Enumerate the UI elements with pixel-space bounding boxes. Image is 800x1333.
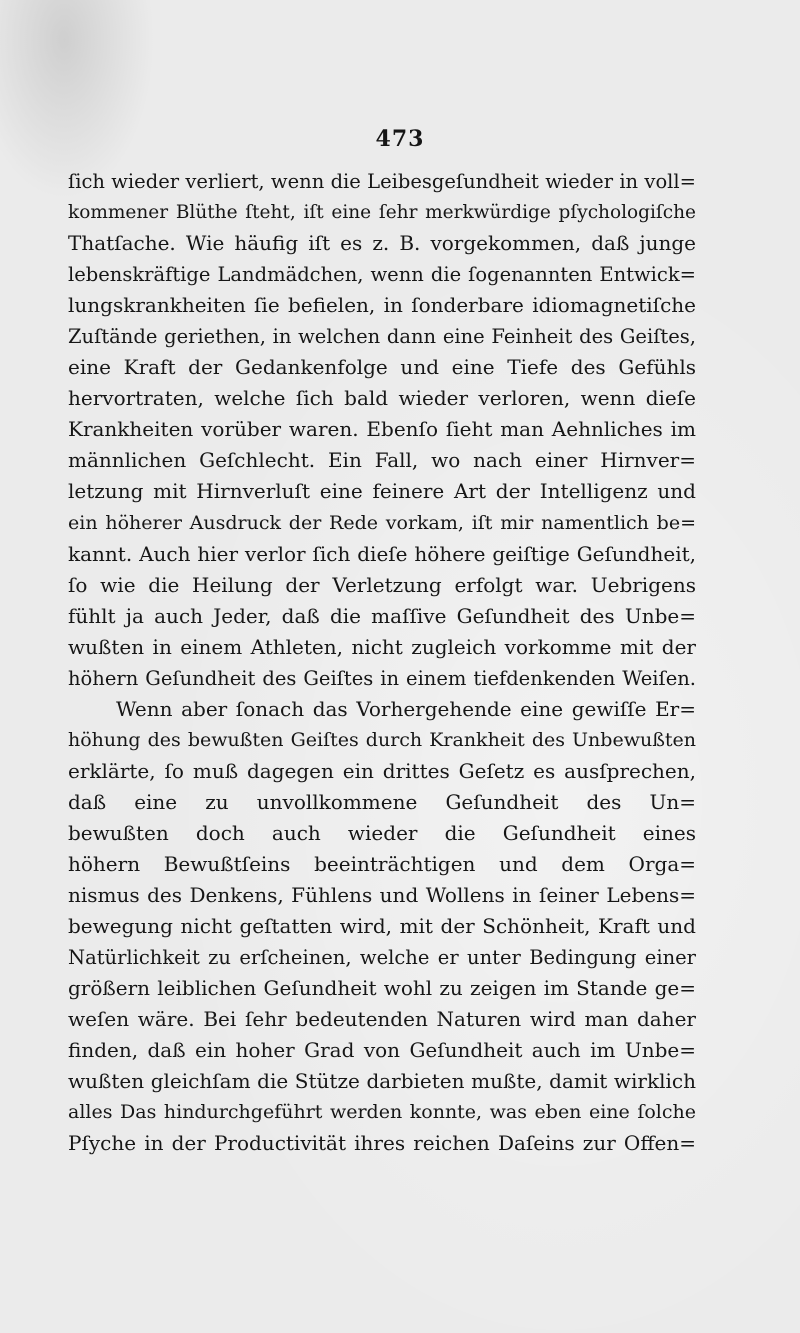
text-line: höhern Geſundheit des Geiſtes in einem tiefdenkenden Weiſen. [68, 666, 696, 690]
text-line: ein höherer Ausdruck der Rede vorkam, iſt mir namentlich be= [68, 511, 696, 534]
text-line: bewußten doch auch wieder die Geſundheit eines [68, 820, 696, 845]
text-line: Wenn aber ſonach das Vorhergehende eine gewiſſe Er= [116, 696, 696, 721]
text-line: Thatſache. Wie häufig iſt es z. B. vorgekommen, daß junge [68, 231, 696, 256]
text-line: wußten in einem Athleten, nicht zugleich vorkomme mit der [68, 634, 696, 659]
text-line: letzung mit Hirnverluſt eine feinere Art der Intelligenz und [68, 479, 696, 504]
text-line: lungskrankheiten ſie befielen, in ſonderbare idiomagnetiſche [68, 293, 696, 318]
text-line: hervortraten, welche ſich bald wieder verloren, wenn dieſe [68, 386, 696, 411]
text-line: Pſyche in der Productivität ihres reichen Daſeins zur Offen= [68, 1131, 696, 1156]
text-line: alles Das hindurchgeführt werden konnte, was eben eine ſolche [68, 1101, 696, 1124]
text-line: bewegung nicht geſtatten wird, mit der Schönheit, Kraft und [68, 914, 696, 939]
text-line: eine Kraft der Gedankenfolge und eine Tiefe des Gefühls [68, 355, 696, 380]
text-line: finden, daß ein hoher Grad von Geſundheit auch im Unbe= [68, 1038, 696, 1063]
body-text [68, 166, 696, 1160]
text-line: männlichen Geſchlecht. Ein Fall, wo nach einer Hirnver= [68, 448, 696, 473]
text-line: weſen wäre. Bei ſehr bedeutenden Naturen wird man daher [68, 1007, 696, 1032]
text-line: höhern Bewußtſeins beeinträchtigen und dem Orga= [68, 852, 696, 877]
text-line: wußten gleichſam die Stütze darbieten mußte, damit wirklich [68, 1069, 696, 1094]
text-line: erklärte, ſo muß dagegen ein drittes Geſetz es ausſprechen, [68, 758, 696, 783]
text-line: Zuſtände geriethen, in welchen dann eine Feinheit des Geiſtes, [68, 325, 696, 349]
text-line: daß eine zu unvollkommene Geſundheit des Un= [68, 789, 696, 814]
text-line: kannt. Auch hier verlor ſich dieſe höhere geiſtige Geſundheit, [68, 541, 696, 566]
text-line: ſich wieder verliert, wenn die Leibesgeſundheit wieder in voll= [68, 170, 696, 193]
text-line: kommener Blüthe ſteht, iſt eine ſehr merkwürdige pſychologiſche [68, 202, 696, 224]
text-line: Krankheiten vorüber waren. Ebenſo ſieht man Aehnliches im [68, 417, 696, 442]
text-line: ſo wie die Heilung der Verletzung erfolgt war. Uebrigens [68, 572, 696, 597]
text-line: fühlt ja auch Jeder, daß die maſſive Geſundheit des Unbe= [68, 603, 696, 628]
text-line: lebenskräftige Landmädchen, wenn die ſogenannten Entwick= [68, 263, 696, 287]
page-number: 473 [375, 126, 425, 152]
text-line: Natürlichkeit zu erſcheinen, welche er unter Bedingung einer [68, 946, 696, 970]
text-line: größern leiblichen Geſundheit wohl zu zeigen im Stande ge= [68, 976, 696, 1001]
text-line: nismus des Denkens, Fühlens und Wollens in ſeiner Lebens= [68, 883, 696, 908]
text-line: höhung des bewußten Geiſtes durch Krankheit des Unbewußten [68, 728, 696, 751]
